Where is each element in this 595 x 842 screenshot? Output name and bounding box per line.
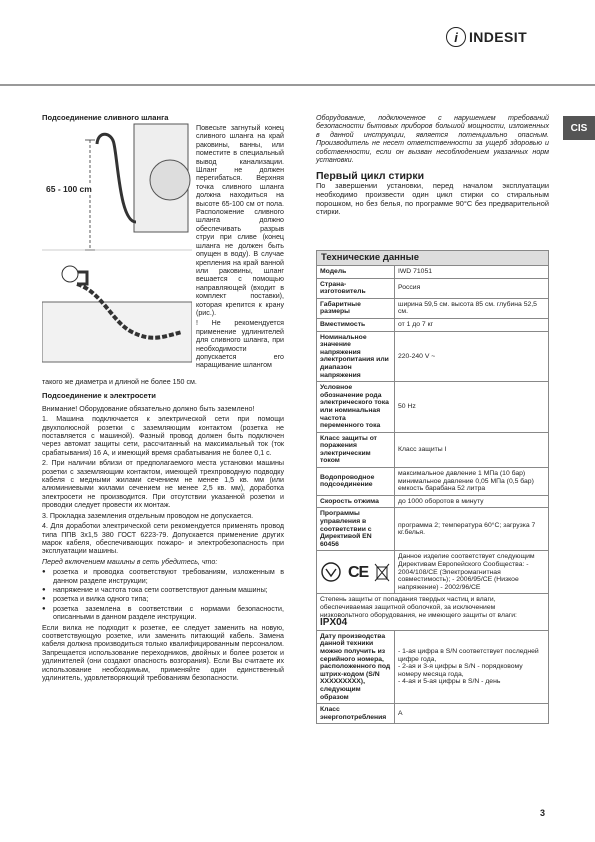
- spec-key: Модель: [317, 266, 395, 279]
- spec-value: Россия: [395, 278, 549, 298]
- ipx-cell: [317, 594, 549, 630]
- page-number: 3: [540, 808, 546, 818]
- spec-key: Условное обозначение рода электрического тока или номинальная частота переменного тока: [317, 382, 395, 433]
- date-decoding: [395, 630, 549, 703]
- right-top-block: [316, 114, 549, 219]
- logo-i-icon: i: [446, 27, 466, 47]
- language-tab: CIS: [563, 116, 595, 140]
- table-row: [317, 382, 549, 433]
- table-row: [317, 704, 549, 724]
- elec-section-title: Подсоединение к электросети: [42, 391, 156, 401]
- table-row: [317, 594, 549, 630]
- spec-key: Номинальное значение напряжения электропитания или диапазон напряжения: [317, 331, 395, 382]
- drain-illustration: [42, 122, 192, 390]
- ce-mark-icon: CE: [348, 563, 369, 581]
- elec-warning: Внимание! Оборудование обязательно должно быть заземлено!: [42, 404, 255, 413]
- date-line: - 4-ая и 5-ая цифры в S/N - день: [398, 678, 501, 686]
- first-cycle-title: Первый цикл стирки: [316, 170, 425, 183]
- drain-section-title: Подсоединение сливного шланга: [42, 113, 169, 122]
- ipx-text: Степень защиты от попадания твердых частиц и влаги, обеспечиваемая защитной оболочкой, за исключением низковольтного оборудования, не имеющего защиты от влаги:: [320, 596, 517, 619]
- check-item: ● напряжение и частота тока сети соответствуют данным машины;: [42, 586, 284, 594]
- spec-key: Страна-изготовитель: [317, 278, 395, 298]
- table-row: [317, 266, 549, 279]
- spec-value: IWD 71051: [395, 266, 549, 279]
- safety-note: Оборудование, подключенное с нарушением требований безопасности бытовых приборов большой мощности, изложенных в данной инструкции, является потенциально опасным. Производитель не несет ответственности за ущерб здоровью и собственности, если он вызван несоблюдением указанных норм установки.: [316, 114, 549, 165]
- spec-value: 50 Hz: [395, 382, 549, 433]
- directives-text: Данное изделие соответствует следующим Директивам Европейского Сообщества: - 2004/108/CE (Электромагнитная совместимость); - 2006/95/CE (Низкое напряжение) - 2002/96/CE: [395, 551, 549, 594]
- eac-mark-icon: [320, 561, 342, 583]
- spec-value: максимальное давление 1 МПа (10 бар) минимальное давление 0,05 МПа (0,5 бар) емкость барабана 52 литра: [395, 468, 549, 496]
- spec-value: от 1 до 7 кг: [395, 318, 549, 331]
- spec-key: Габаритные размеры: [317, 298, 395, 318]
- spec-key: Водопроводное подсоединение: [317, 468, 395, 496]
- spec-key: Класс защиты от поражения электрическим током: [317, 432, 395, 467]
- drain-instructions: Повесьте загнутый конец сливного шланга на край раковины, ванны, или поместите в специальный вывод канализации. Шланг не должен перегибаться. Верхняя точка сливного шланга должна находиться на высоте 65-100 см от пола. Расположение сливного шланга должно обеспечивать разрыв струи при сливе (конец шланга не должен быть опущен в воду). В случае крепления на край ванной или раковины, шланг вешается с помощью направляющей (входит в комплект поставки), которая крепится к крану (рис.).: [196, 124, 284, 317]
- date-line: - 2-ая и 3-я цифры в S/N - порядковому номеру месяца года,: [398, 663, 523, 678]
- elec-item: 3. Прокладка заземления отдельным проводом не допускается.: [42, 511, 254, 520]
- table-row: [317, 468, 549, 496]
- spec-value: Класс защиты I: [395, 432, 549, 467]
- table-row: [317, 630, 549, 703]
- table-row: [317, 508, 549, 551]
- spec-value: программа 2; температура 60°C; загрузка 7 кг.белья.: [395, 508, 549, 551]
- check-intro: Перед включением машины в сеть убедитесь, что:: [42, 557, 218, 566]
- drain-tail-text: такого же диаметра и длиной не более 150 см.: [42, 378, 197, 386]
- spec-key: Программы управления в соответствии с Директивой EN 60456: [317, 508, 395, 551]
- ipx-code: IPX04: [320, 617, 348, 629]
- weee-bin-icon: [374, 562, 390, 582]
- drain-hose-diagram: [42, 122, 192, 390]
- spec-key: Вместимость: [317, 318, 395, 331]
- table-row: [317, 551, 549, 594]
- closing-paragraph: Если вилка не подходит к розетке, ее следует заменить на новую, соответствующую розетке, или заменить питающий кабель. Замена кабеля должна производиться только квалифицированным персоналом. Запрещается использование переходников, двойных и более розеток и удлинителей (они создают опасность возгорания). Если Вы считаете их использование необходимым, применяйте один единственный удлинитель, удовлетворяющий требованиям безопасности.: [42, 623, 284, 682]
- elec-item: 1. Машина подключается к электрической сети при помощи двухполюсной розетки с заземляющим контактом (розетка не поставляется с машиной). Фазный провод должен быть подключен через автомат защиты сети, рассчитанный на максимальный ток (ток срабатывания) 16 А, и имеющий время срабатывания не более 0,1 с.: [42, 415, 284, 457]
- spec-value: до 1000 оборотов в минуту: [395, 495, 549, 508]
- spec-key: Дату производства данной техники можно получить из серийного номера, расположенного под штрих-кодом (S/N XXXXXXXXX), следующим образом: [317, 630, 395, 703]
- table-row: [317, 318, 549, 331]
- first-cycle-text: По завершении установки, перед началом эксплуатации необходимо произвести один цикл стирки со стиральным порошком, но без белья, по программе 90°С без предварительной стирки.: [316, 181, 549, 217]
- drain-height-label: 65 - 100 cm: [46, 184, 92, 194]
- spec-key: Скорость отжима: [317, 495, 395, 508]
- check-list: [42, 568, 284, 621]
- brand-logo: [446, 27, 527, 47]
- drain-warning: ! Не рекомендуется применение удлинителей для сливного шланга, при необходимости допускается его наращивание шлангом: [196, 319, 284, 370]
- table-row: [317, 298, 549, 318]
- spec-value: ширина 59,5 см. высота 85 см. глубина 52,5 см.: [395, 298, 549, 318]
- check-item: ● розетка и проводка соответствуют требованиям, изложенным в данном разделе инструкции;: [42, 568, 284, 585]
- elec-item: 2. При наличии вблизи от предполагаемого места установки машины розетки с заземляющим контактом, имеющей трехпроводную подводку кабеля с медными жилами сечением не менее 1,5 кв. мм (или алюминиевыми жилами сечением не менее 2,5 кв. мм), доработка электросети не производится. При отсутствии указанной розетки и проводки следует провести их монтаж.: [42, 459, 284, 510]
- tech-spec-table: [316, 265, 549, 724]
- check-item: ● розетка и вилка одного типа;: [42, 595, 284, 603]
- drain-text-block: [196, 124, 284, 372]
- spec-value: 220-240 V ~: [395, 331, 549, 382]
- spec-key: Класс энергопотребления: [317, 704, 395, 724]
- drain-title-block: [42, 114, 282, 122]
- header-rule: [0, 84, 595, 86]
- tech-data-title: Технические данные: [316, 250, 549, 266]
- table-row: [317, 331, 549, 382]
- left-main-block: [42, 378, 284, 684]
- logo-wordmark: INDESIT: [469, 29, 528, 45]
- check-item: ● розетка заземлена в соответствии с нормами безопасности, описанными в данном разделе инструкции.: [42, 605, 284, 622]
- elec-item: 4. Для доработки электрической сети рекомендуется применять провод типа ППВ 3х1,5 380 ГОСТ 6223-79. Допускается применение других марок кабеля, обеспечивающих пожаро- и электробезопасность при эксплуатации машины.: [42, 522, 284, 556]
- table-row: [317, 278, 549, 298]
- date-line: - 1-ая цифра в S/N соответствует последней цифре года,: [398, 647, 539, 663]
- spec-value: A: [395, 704, 549, 724]
- certification-marks: [317, 551, 395, 594]
- table-row: [317, 495, 549, 508]
- table-row: [317, 432, 549, 467]
